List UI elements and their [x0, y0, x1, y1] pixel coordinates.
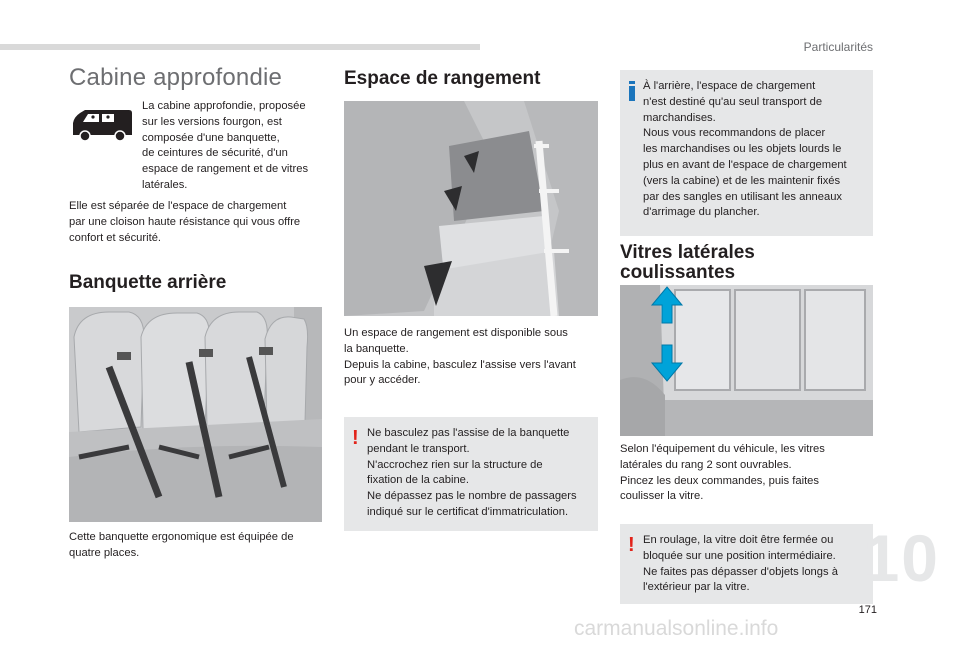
warning-box-windows — [620, 524, 873, 604]
page-number: 171 — [858, 604, 877, 616]
windows-paragraph: Selon l'équipement du véhicule, les vitres latérales du rang 2 sont ouvrables. Pincez les deux commandes, puis faites coulisser la vitre. — [620, 443, 825, 503]
section-label: Particularités — [803, 40, 873, 54]
storage-paragraph: Un espace de rangement est disponible sous la banquette. Depuis la cabine, basculez l'assise vers l'avant pour y accéder. — [344, 327, 576, 387]
storage-heading: Espace de rangement — [344, 68, 541, 89]
bench-photo — [69, 307, 322, 522]
warning-text-windows: En roulage, la vitre doit être fermée ou bloquée sur une position intermédiaire. Ne faites pas dépasser d'objets longs à l'extérieur par la vitre. — [643, 534, 838, 594]
info-icon — [628, 81, 636, 101]
van-icon — [71, 107, 133, 143]
windows-heading: Vitres latérales coulissantes — [620, 242, 755, 283]
warning-icon: ! — [352, 427, 359, 449]
warning-text-storage: Ne basculez pas l'assise de la banquette pendant le transport. N'accrochez rien sur la structure de fixation de la cabine. Ne dépassez pas le nombre de passagers indiqué sur le certificat d'immatriculation. — [367, 427, 577, 518]
storage-photo — [344, 101, 598, 316]
bench-caption: Cette banquette ergonomique est équipée de quatre places. — [69, 531, 294, 559]
bench-heading: Banquette arrière — [69, 272, 227, 293]
cabin-paragraph: Elle est séparée de l'espace de chargement par une cloison haute résistance qui vous offre confort et sécurité. — [69, 200, 301, 244]
page-title: Cabine approfondie — [69, 64, 283, 91]
windows-photo — [620, 285, 873, 436]
warning-icon: ! — [628, 534, 635, 556]
info-text-cargo: À l'arrière, l'espace de chargement n'est destiné qu'au seul transport de marchandises. Nous vous recommandons de placer les marchandises ou les objets lourds le plus en avant de l'espace de chargement (vers la cabine) et de les maintenir fixés par des sangles en utilisant les anneaux d'arrimage du plancher. — [643, 80, 847, 219]
warning-box-storage — [344, 417, 598, 531]
watermark: carmanualsonline.info — [574, 617, 779, 640]
chapter-number: 10 — [862, 521, 940, 595]
intro-text: La cabine approfondie, proposée sur les versions fourgon, est composée d'une banquette, de ceintures de sécurité, d'un espace de rangement et de vitres latérales. — [142, 100, 309, 191]
top-rule — [0, 44, 480, 50]
info-box-cargo — [620, 70, 873, 236]
